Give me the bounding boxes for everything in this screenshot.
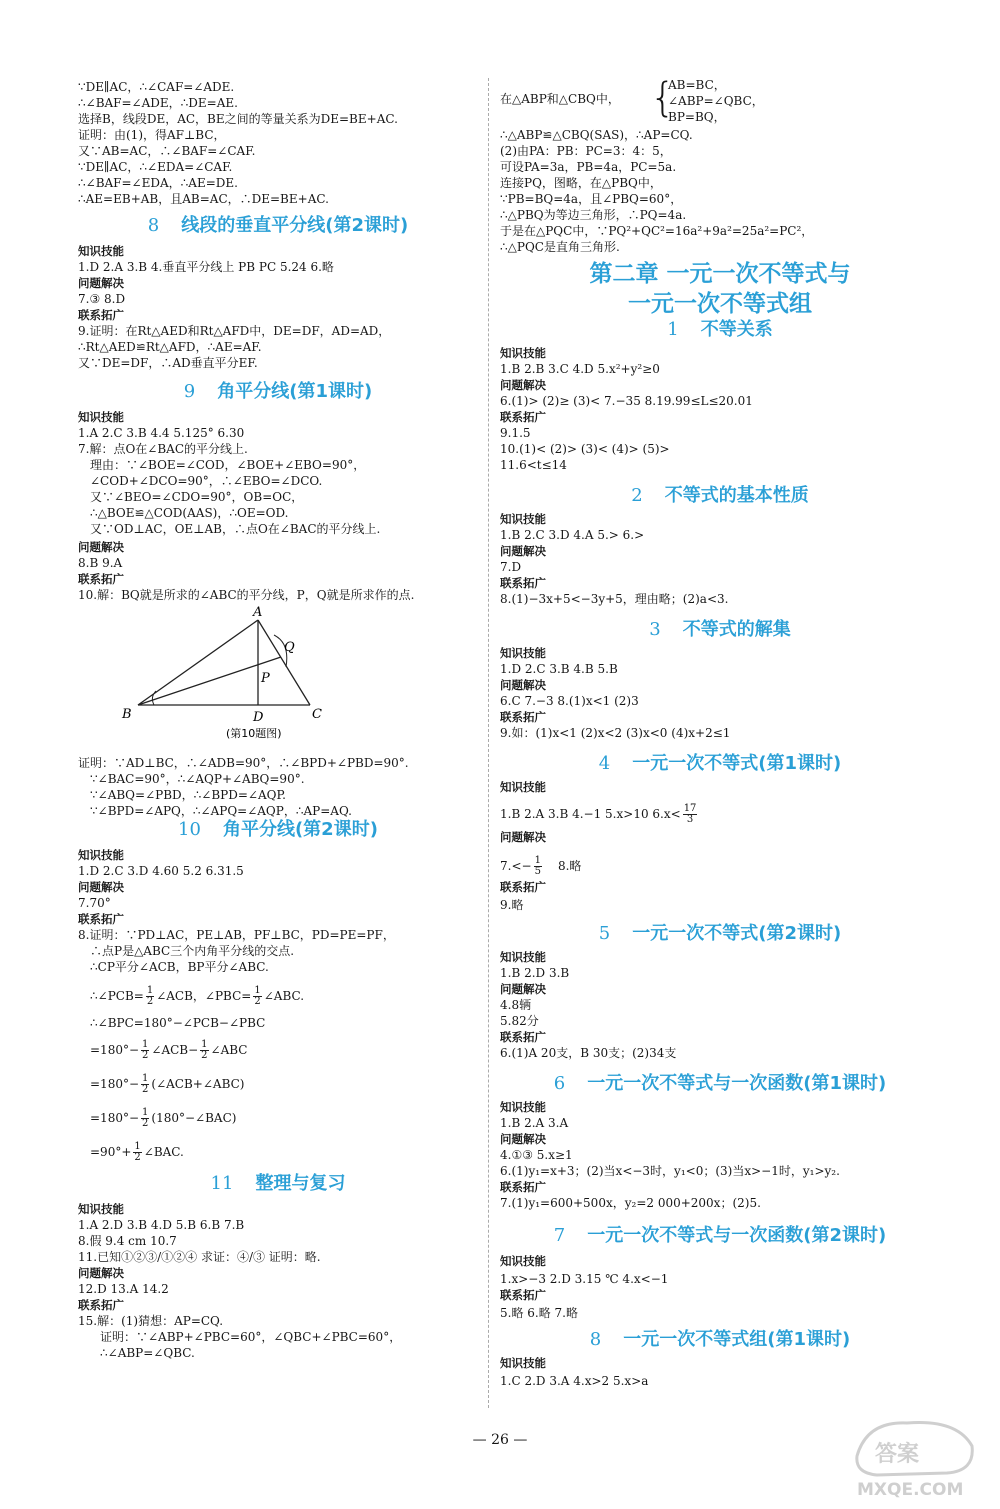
section-label: 知识技能 [500,646,546,660]
text-line: ∠ABP=∠QBC， [668,94,764,108]
fraction: $\frac{1}{2}$ [142,1039,149,1061]
answer-line: ∴△BOE≌△COD(AAS)，∴OE=OD. [90,506,289,520]
answer-line: 1.x>−3 2.D 3.15 ℃ 4.x<−1 [500,1272,669,1286]
chapter-title-line2: 一元一次不等式组 [628,291,812,317]
line-bq [138,657,281,705]
fraction: $\frac{1}{2}$ [146,985,154,1007]
text-line: BP=BQ， [668,110,726,124]
section-label: 知识技能 [500,1254,546,1268]
section-label: 问题解决 [78,1266,124,1280]
section-label: 联系拓广 [500,410,546,424]
section-label: 知识技能 [500,950,546,964]
text-line: ∵PB=BQ=4a，且∠PBQ=60°， [500,192,683,206]
section-label: 知识技能 [78,1202,124,1216]
answer-line: 6.C 7.−3 8.(1)x<1 (2)3 [500,694,639,708]
answer-line: 9.略 [500,898,524,912]
answer-line: 6.(1)y₁=x+3；(2)当x<−3时，y₁<0；(3)当x>−1时，y₁>y₂. [500,1164,840,1178]
answer-line: 8.B 9.A [78,556,123,570]
section-heading: 8 一元一次不等式组(第1课时) [589,1329,851,1350]
answer-line: 12.D 13.A 14.2 [78,1282,169,1296]
math-line: =180°− $\frac{1}{2}$ ∠ACB− $\frac{1}{2}$ ∠ABC [90,1039,248,1061]
section-label: 问题解决 [78,276,124,290]
answer-line: ∴点P是△ABC三个内角平分线的交点. [90,944,295,958]
answer-line: 7.③ 8.D [78,292,126,306]
line-ab [138,620,258,705]
section-heading: 2 不等式的基本性质 [631,485,809,506]
answer-line: 15.解：(1)猜想：AP=CQ. [78,1314,224,1328]
answer-line: 11.已知①②③/①②④ 求证：④/③ 证明：略. [78,1250,321,1264]
section-label: 知识技能 [500,780,546,794]
math-line: ∴∠PCB= $\frac{1}{2}$ ∠ACB，∠PBC= $\frac{1}{2}$ ∠ABC. [90,985,305,1007]
section-label: 联系拓广 [500,880,546,894]
math-line: ∴∠BPC=180°−∠PCB−∠PBC [90,1016,266,1030]
section-heading: 4 一元一次不等式(第1课时) [598,753,842,774]
answer-line: 1.C 2.D 3.A 4.x>2 5.x>a [500,1374,649,1388]
fraction: $\frac{1}{2}$ [134,1141,141,1163]
answer-line: 6.(1)> (2)≥ (3)< 7.−35 8.19.99≤L≤20.01 [500,394,753,408]
fraction: $\frac{1}{2}$ [142,1073,149,1095]
answer-line: 1.B 2.B 3.C 4.D 5.x²+y²≥0 [500,362,660,376]
answer-line: 1.D 2.C 3.D 4.60 5.2 6.31.5 [78,864,244,878]
text-line: 在△ABP和△CBQ中， [500,92,620,106]
section-label: 问题解决 [500,1132,546,1146]
answer-line: 1.A 2.C 3.B 4.4 5.125° 6.30 [78,426,245,440]
answer-line: 10.解：BQ就是所求的∠ABC的平分线，P，Q就是所求作的点. [78,588,415,602]
text-line: ∴∠BAF=∠ADE，∴DE=AE. [78,96,238,110]
label-b: B [122,707,132,722]
section-label: 联系拓广 [78,912,124,926]
answer-line: 6.(1)A 20支，B 30支；(2)34支 [500,1046,677,1060]
answer-line: 9.证明：在Rt△AED和Rt△AFD中，DE=DF，AD=AD， [78,324,391,338]
answer-line: 5.82分 [500,1014,539,1028]
answer-line: 5.略 6.略 7.略 [500,1306,578,1320]
section-label: 问题解决 [78,880,124,894]
section-heading: 11 整理与复习 [210,1173,346,1194]
answer-line: 8.(1)−3x+5<−3y+5，理由略；(2)a<3. [500,592,729,606]
answer-line: 1.D 2.A 3.B 4.垂直平分线上 PB PC 5.24 6.略 [78,260,334,274]
answer-line: 8.假 9.4 cm 10.7 [78,1234,177,1248]
answer-line: 7.70° [78,896,111,910]
answer-line: 7.解：点O在∠BAC的平分线上. [78,442,248,456]
answer-line: 1.B 2.D 3.B [500,966,570,980]
section-label: 问题解决 [500,678,546,692]
answer-line: 4.①③ 5.x≥1 [500,1148,573,1162]
section-label: 知识技能 [500,1356,546,1370]
answer-line: 1.B 2.A 3.B 4.−1 5.x>10 6.x< $\frac{17}{3}$ [500,803,697,825]
text-line: 连接PQ，图略，在△PBQ中， [500,176,662,190]
section-label: 联系拓广 [78,572,124,586]
fraction: $\frac{1}{2}$ [142,1107,149,1129]
section-label: 问题解决 [78,540,124,554]
answer-line: ∠COD+∠DCO=90°，∴∠EBO=∠DCO. [90,474,323,488]
chapter-title-line1: 第二章 一元一次不等式与 [589,261,851,287]
answer-line: ∵∠ABQ=∠PBD，∴∠BPD=∠AQP. [90,788,286,802]
page-number: — 26 — [472,1432,528,1448]
section-heading: 9 角平分线(第1课时) [183,381,373,402]
column-divider [488,78,489,1408]
text-line: (2)由PA：PB：PC=3：4：5， [500,144,672,158]
fraction: $\frac{1}{5}$ [534,855,541,877]
label-q: Q [284,640,295,655]
text-line: ∴∠BAF=∠EDA，∴AE=DE. [78,176,238,190]
watermark-text: MXQE.COM [857,1480,964,1500]
text-line: 证明：由(1)，得AF⊥BC， [78,128,226,142]
watermark-logo [847,1411,982,1501]
fraction: $\frac{17}{3}$ [683,803,697,825]
section-label: 联系拓广 [78,308,124,322]
answer-line: 9.1.5 [500,426,531,440]
figure-caption: (第10题图) [226,727,282,740]
answer-line: 证明：∵∠ABP+∠PBC=60°，∠QBC+∠PBC=60°， [100,1330,402,1344]
answer-line: 9.如：(1)x<1 (2)x<2 (3)x<0 (4)x+2≤1 [500,726,731,740]
answer-line: 7.<− $\frac{1}{5}$ 8.略 [500,855,582,877]
text-line: ∴△ABP≌△CBQ(SAS)，∴AP=CQ. [500,128,693,142]
section-label: 联系拓广 [500,1180,546,1194]
section-label: 联系拓广 [500,710,546,724]
answer-line: 10.(1)< (2)> (3)< (4)> (5)> [500,442,670,456]
section-heading: 7 一元一次不等式与一次函数(第2课时) [553,1225,887,1246]
answer-line: ∴∠ABP=∠QBC. [100,1346,195,1360]
section-label: 知识技能 [500,346,546,360]
math-line: =90°+ $\frac{1}{2}$ ∠BAC. [90,1141,184,1163]
label-c: C [312,707,322,722]
math-line: =180°− $\frac{1}{2}$ (180°−∠BAC) [90,1107,237,1129]
label-d: D [253,710,264,725]
answer-line: 证明：∵AD⊥BC，∴∠ADB=90°，∴∠BPD+∠PBD=90°. [78,756,409,770]
text-line: ∵DE∥AC，∴∠CAF=∠ADE. [78,80,235,94]
text-line: ∴△PQC是直角三角形. [500,240,620,254]
svg-text:答案: 答案 [875,1442,920,1467]
section-label: 联系拓广 [500,1288,546,1302]
answer-line: 7.(1)y₁=600+500x，y₂=2 000+200x；(2)5. [500,1196,761,1210]
section-heading: 3 不等式的解集 [649,619,791,640]
section-heading: 6 一元一次不等式与一次函数(第1课时) [553,1073,887,1094]
section-label: 知识技能 [78,848,124,862]
section-label: 知识技能 [78,410,124,424]
text-line: ∵DE∥AC，∴∠EDA=∠CAF. [78,160,233,174]
label-a: A [253,605,263,620]
section-heading: 10 角平分线(第2课时) [178,819,378,840]
section-heading: 1 不等关系 [667,319,773,340]
fraction: $\frac{1}{2}$ [254,985,261,1007]
answer-line: 1.B 2.C 3.D 4.A 5.> 6.> [500,528,645,542]
section-label: 问题解决 [500,378,546,392]
answer-line: 4.8辆 [500,998,532,1012]
text-line: 可设PA=3a，PB=4a，PC=5a. [500,160,677,174]
text-line: AB=BC， [668,78,726,92]
geometry-figure [118,605,408,750]
text-line: 于是在△PQC中，∵PQ²+QC²=16a²+9a²=25a²=PC²， [500,224,814,238]
answer-line: 1.A 2.D 3.B 4.D 5.B 6.B 7.B [78,1218,245,1232]
answer-line: 又∵DE=DF，∴AD垂直平分EF. [78,356,258,370]
answer-line: ∵∠BPD=∠APQ，∴∠APQ=∠AQP，∴AP=AQ. [90,804,352,818]
answer-line: 1.D 2.C 3.B 4.B 5.B [500,662,618,676]
text-line: 又∵AB=AC，∴∠BAF=∠CAF. [78,144,256,158]
answer-line: 又∵∠BEO=∠CDO=90°，OB=OC， [90,490,304,504]
answer-line: 1.B 2.A 3.A [500,1116,569,1130]
section-label: 联系拓广 [78,1298,124,1312]
answer-line: ∵∠BAC=90°，∴∠AQP+∠ABQ=90°. [90,772,305,786]
brace-symbol: { [650,75,676,121]
fraction: $\frac{1}{2}$ [201,1039,208,1061]
section-label: 知识技能 [500,512,546,526]
section-heading: 5 一元一次不等式(第2课时) [598,923,842,944]
section-label: 问题解决 [500,830,546,844]
label-p: P [261,671,270,686]
section-label: 联系拓广 [500,576,546,590]
answer-line: 11.6<t≤14 [500,458,567,472]
math-line: =180°− $\frac{1}{2}$ (∠ACB+∠ABC) [90,1073,245,1095]
section-label: 知识技能 [78,244,124,258]
text-line: ∴AE=EB+AB，且AB=AC，∴DE=BE+AC. [78,192,329,206]
section-label: 联系拓广 [500,1030,546,1044]
text-line: ∴△PBQ为等边三角形，∴PQ=4a. [500,208,687,222]
section-label: 问题解决 [500,982,546,996]
answer-line: 又∵OD⊥AC，OE⊥AB，∴点O在∠BAC的平分线上. [90,522,381,536]
section-label: 知识技能 [500,1100,546,1114]
answer-line: 8.证明：∵PD⊥AC，PE⊥AB，PF⊥BC，PD=PE=PF， [78,928,395,942]
text-line: 选择B，线段DE，AC，BE之间的等量关系为DE=BE+AC. [78,112,398,126]
section-heading: 8 线段的垂直平分线(第2课时) [147,215,409,236]
answer-line: 理由：∵∠BOE=∠COD，∠BOE+∠EBO=90°， [90,458,366,472]
answer-line: ∴CP平分∠ACB，BP平分∠ABC. [90,960,269,974]
answer-line: ∴Rt△AED≌Rt△AFD，∴AE=AF. [78,340,262,354]
answer-line: 7.D [500,560,522,574]
section-label: 问题解决 [500,544,546,558]
